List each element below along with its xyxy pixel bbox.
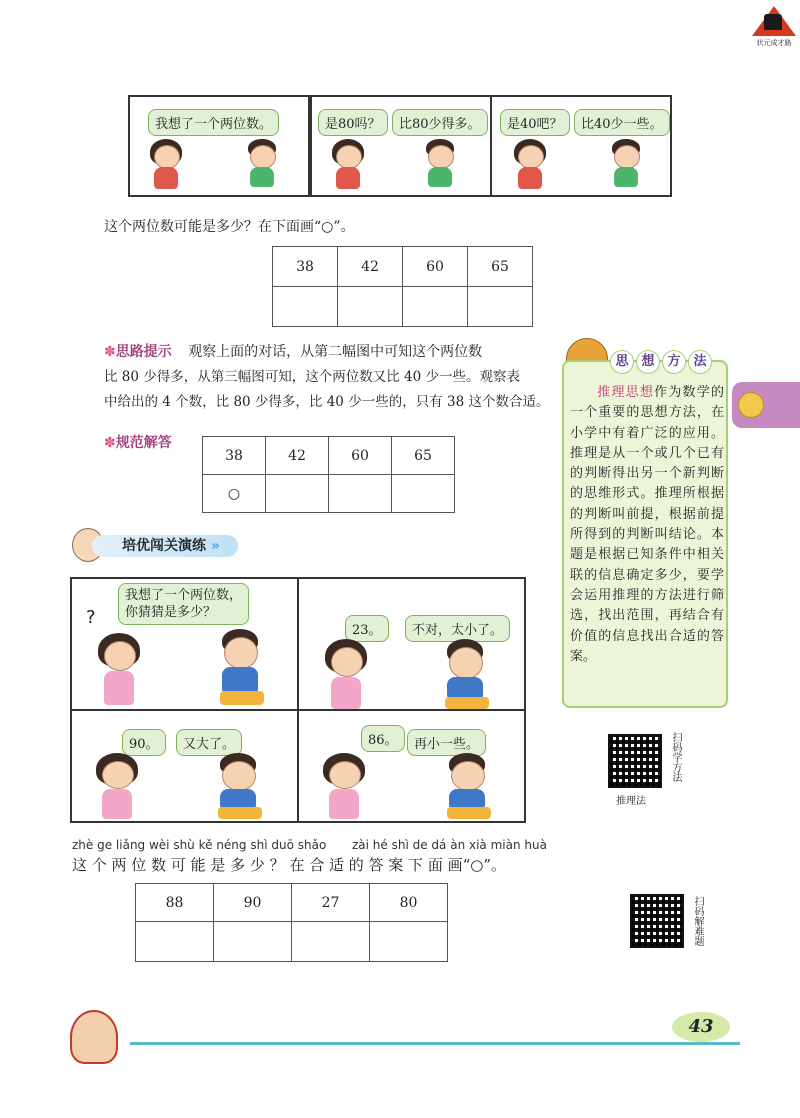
speech-bubble: 是40吧？ [500, 109, 570, 136]
example-panel-1 [128, 95, 310, 197]
practice-title-text: 培优闯关演练 [122, 538, 206, 554]
table-cell: 90 [214, 884, 292, 922]
method-title-char: 想 [636, 350, 660, 374]
girl-character-icon [326, 137, 370, 195]
speech-bubble: 不对，太小了。 [405, 615, 510, 642]
girl-character-icon [317, 751, 373, 823]
page-number: 43 [672, 1012, 730, 1042]
double-chevron-icon: » [210, 538, 220, 554]
answer-cell [266, 475, 329, 513]
practice-panel-3 [70, 709, 299, 823]
answer-label-row [104, 432, 172, 452]
hint-paragraph [104, 341, 550, 413]
pinyin-line-right: zài hé shì de dá àn xià miàn huà [352, 838, 547, 852]
answer-cell[interactable] [338, 287, 403, 327]
example-question: 这个两位数可能是多少？在下面画“○”。 [104, 219, 355, 235]
answer-cell[interactable] [403, 287, 468, 327]
logo-text: 状元成才路 [756, 39, 792, 47]
table-cell: 27 [292, 884, 370, 922]
method-title-char: 法 [688, 350, 712, 374]
answer-cell [392, 475, 455, 513]
speech-bubble: 我想了一个两位数。 [148, 109, 279, 136]
boy-character-icon [439, 751, 499, 823]
boy-character-icon [418, 137, 462, 195]
table-cell: 80 [370, 884, 448, 922]
boy-character-icon [210, 751, 270, 823]
example-panel-2 [310, 95, 492, 197]
smiley-face-icon [738, 392, 764, 418]
question-mark-icon: ? [86, 607, 96, 628]
speech-bubble: 再小一些。 [407, 729, 486, 756]
flower-icon: ✽ [104, 344, 116, 360]
answer-table [202, 436, 455, 513]
method-text [570, 383, 724, 667]
girl-character-icon [90, 751, 146, 823]
qr-side-label: 扫码解难题 [692, 896, 703, 946]
logo-figure-icon [764, 14, 782, 30]
boy-character-icon [240, 137, 284, 195]
answer-cell[interactable] [273, 287, 338, 327]
practice-panel-1 [70, 577, 299, 711]
qr-code-icon[interactable] [608, 734, 662, 788]
footer-mascot-icon [70, 1010, 118, 1064]
method-highlight: 推理思想 [596, 385, 655, 400]
flower-icon: ✽ [104, 435, 116, 451]
footer-line [130, 1042, 740, 1045]
answer-cell[interactable] [468, 287, 533, 327]
answer-cell[interactable] [136, 922, 214, 962]
example-table [272, 246, 533, 327]
practice-table [135, 883, 448, 962]
girl-character-icon [92, 631, 148, 709]
method-title-char: 思 [610, 350, 634, 374]
table-cell: 42 [338, 247, 403, 287]
speech-bubble: 比40少一些。 [574, 109, 670, 136]
table-cell: 42 [266, 437, 329, 475]
answer-cell[interactable] [214, 922, 292, 962]
speech-bubble: 又大了。 [176, 729, 242, 756]
bubble-line: 我想了一个两位数， [125, 588, 243, 603]
answer-label: 规范解答 [115, 435, 172, 451]
speech-bubble: 86。 [361, 725, 405, 752]
boy-character-icon [437, 637, 497, 711]
practice-panel-2 [297, 577, 526, 711]
practice-panel-4 [297, 709, 526, 823]
table-cell: 60 [329, 437, 392, 475]
practice-question: 这 个 两 位 数 可 能 是 多 少 ？ 在 合 适 的 答 案 下 面 画“○”。 [72, 856, 507, 874]
speech-bubble [118, 583, 249, 625]
hint-text-line: 中给出的 4 个数，比 80 少得多，比 40 少一些的，只有 38 这个数合适。 [104, 394, 550, 410]
speech-bubble: 90。 [122, 729, 166, 756]
method-body: 作为数学的一个重要的思想方法，在小学中有着广泛的应用。推理是从一个或几个已有的判断得出另一个新判断的思维形式。推理所根据的判断叫前提，根据前提所得到的判断叫结论。本题是根据已知条件中相关联的信息确定多少，要学会运用推理的方法进行筛选，找出范围，再结合有价值的信息找出合适的答案。 [570, 385, 724, 664]
qr-code-icon[interactable] [630, 894, 684, 948]
girl-character-icon [508, 137, 552, 195]
boy-character-icon [212, 627, 272, 709]
girl-character-icon [144, 137, 188, 195]
boy-character-icon [604, 137, 648, 195]
table-cell: 60 [403, 247, 468, 287]
answer-cell[interactable] [370, 922, 448, 962]
table-cell: 38 [273, 247, 338, 287]
hint-text-line: 观察上面的对话，从第二幅图中可知这个两位数 [188, 344, 483, 360]
speech-bubble: 是80吗？ [318, 109, 388, 136]
answer-cell[interactable] [292, 922, 370, 962]
answer-cell [329, 475, 392, 513]
pinyin-line-left: zhè ge liǎng wèi shù kě néng shì duō shǎo [72, 838, 327, 852]
answer-cell: ○ [203, 475, 266, 513]
hint-text-line: 比 80 少得多，从第三幅图可知，这个两位数又比 40 少一些。观察表 [104, 369, 521, 385]
bubble-line: 你猜猜是多少？ [125, 605, 217, 620]
hint-label: 思路提示 [115, 344, 172, 360]
method-title [610, 350, 712, 374]
girl-character-icon [319, 637, 375, 711]
speech-bubble: 23。 [345, 615, 389, 642]
practice-section-title [92, 535, 238, 557]
table-cell: 65 [468, 247, 533, 287]
table-cell: 88 [136, 884, 214, 922]
qr-caption: 推理法 [616, 796, 646, 807]
speech-bubble: 比80少得多。 [392, 109, 488, 136]
method-title-char: 方 [662, 350, 686, 374]
qr-side-label: 扫码学方法 [670, 732, 681, 782]
table-cell: 38 [203, 437, 266, 475]
table-cell: 65 [392, 437, 455, 475]
example-panel-3 [490, 95, 672, 197]
